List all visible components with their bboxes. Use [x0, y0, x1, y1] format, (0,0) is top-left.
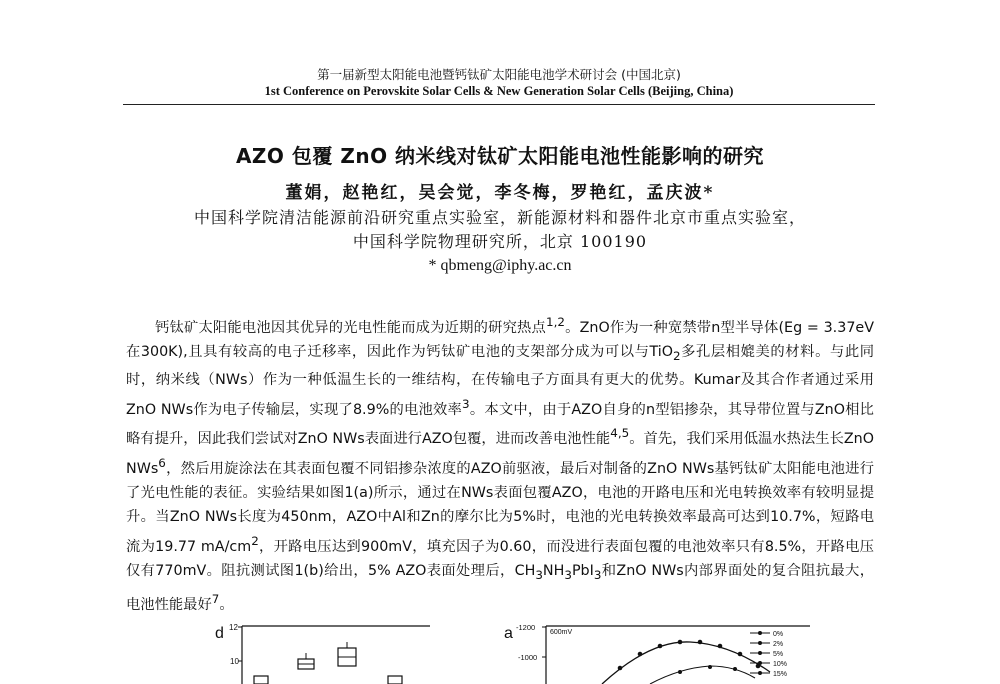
figure-a-curve: [602, 642, 770, 684]
figure-1-strip: [210, 620, 810, 684]
conference-header: [123, 66, 875, 100]
legend-entry: 2%: [773, 641, 784, 648]
citation-ref: 6: [158, 456, 166, 471]
header-rule: [123, 104, 875, 105]
citation-ref: 7: [211, 591, 220, 606]
legend-entry: 10%: [773, 661, 788, 668]
corresponding-email: * qbmeng@iphy.ac.cn: [428, 257, 572, 274]
figure-d-box: [388, 676, 402, 684]
figure-a-curve: [650, 666, 755, 684]
citation-ref: 3: [462, 396, 470, 411]
figure-a-tick: -1000: [518, 653, 538, 662]
figure-d-panel: [215, 623, 430, 684]
figure-d-tick: 10: [230, 657, 239, 666]
abstract-paragraph: 钙钛矿太阳能电池因其优异的光电性能而成为近期的研究热点$^{1,2}$。ZnO作为一种宽禁带n型半导体(Eg = 3.37eV在300K),且具有较高的电子迁移率，因此作为钙钛矿电池的支架部分成为可以与TiO$_2$多孔层相媲美的材料。与此同时，纳米线（NWs）作为一种低温生长的一维结构，在传输电子方面具有更大的优势。Kumar及其合作者通过采用ZnO NWs作为电子传输层，实现了8.9%的电池效率$^3$。本文中，由于AZO自身的n型铝掺杂，其导带位置与ZnO相比略有提升，因此我们尝试对ZnO NWs表面进行AZO包覆，进而改善电池性能$^{4,5}$。首先，我们采用低温水热法生长ZnO NWs$^6$，然后用旋涂法在其表面包覆不同铝掺杂浓度的AZO前驱液，最后对制备的ZnO NWs基钙钛矿太阳能电池进行了光电性能的表征。实验结果如图1(a)所示，通过在NWs表面包覆AZO，电池的开路电压和光电转换效率有较明显提升。当ZnO NWs长度为450nm，AZO中Al和Zn的摩尔比为5%时，电池的光电转换效率最高可达到10.7%，短路电流为19.77 $mA/cm^2$，开路电压达到900mV，填充因子为0.60，而没进行表面包覆的电池效率只有8.5%，开路电压仅有770mV。阻抗测试图1(b)给出，5% AZO表面处理后，$CH_3NH_3PbI_3$和ZnO NWs内部界面处的复合阻抗最大，电池性能最好$^7$。: [126, 315, 874, 613]
affiliation-line-2: 中国科学院物理研究所，北京 100190: [352, 232, 648, 251]
figure-d-tick: 12: [229, 623, 238, 632]
figure-a-label: a: [504, 625, 513, 642]
author-list: 董娟，赵艳红，吴会觉，李冬梅，罗艳红，孟庆波*: [285, 183, 715, 203]
figure-a-tick: -1200: [516, 623, 536, 632]
legend-entry: 5%: [773, 651, 784, 658]
figure-a-inset-label: 600mV: [550, 629, 573, 636]
legend-entry: 0%: [773, 631, 784, 638]
conference-title-en: 1st Conference on Perovskite Solar Cells & New Generation Solar Cells (Beijing, China): [264, 84, 734, 98]
citation-ref: 4,5: [610, 426, 630, 441]
figure-d-box: [254, 676, 268, 684]
figure-a-markers: [618, 640, 761, 671]
paper-title: AZO 包覆 ZnO 纳米线对钛矿太阳能电池性能影响的研究: [235, 144, 765, 168]
abstract-body: [126, 310, 874, 616]
conference-title-zh: 第一届新型太阳能电池暨钙钛矿太阳能电池学术研讨会 (中国北京): [317, 67, 681, 82]
affiliation: [0, 206, 1000, 254]
legend-entry: 15%: [773, 671, 788, 678]
citation-ref: 1,2: [546, 315, 565, 329]
affiliation-line-1: 中国科学院清洁能源前沿研究重点实验室，新能源材料和器件北京市重点实验室，: [193, 208, 806, 227]
figure-1-graphic: [210, 620, 810, 684]
figure-a-panel: [504, 623, 810, 684]
figure-d-label: d: [215, 625, 224, 642]
